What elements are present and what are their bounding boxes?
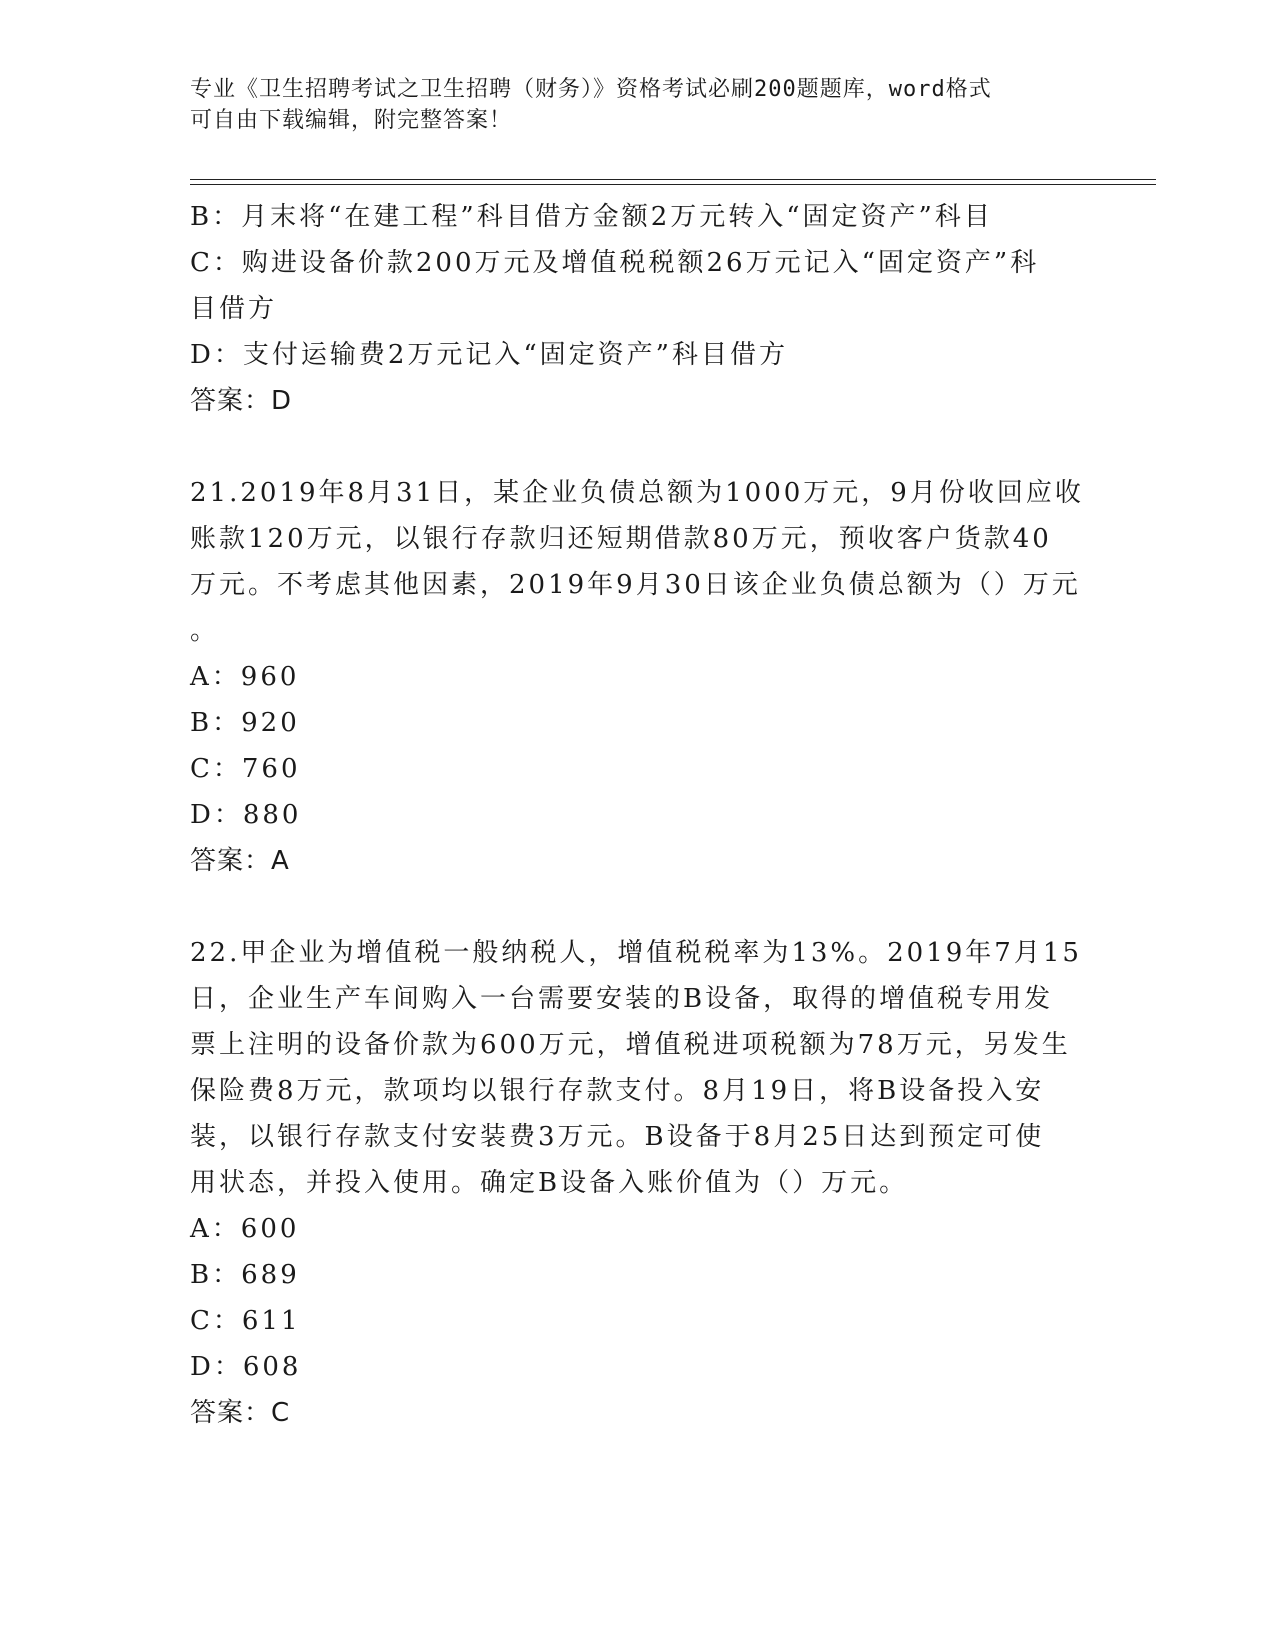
option-c: C：611 bbox=[190, 1306, 301, 1336]
question-text-line: 万元。不考虑其他因素，2019年9月30日该企业负债总额为（）万元 bbox=[190, 570, 1081, 600]
option-line: C：购进设备价款200万元及增值税税额26万元记入“固定资产”科 bbox=[190, 248, 1040, 278]
option-b: B：689 bbox=[190, 1260, 300, 1290]
document-body bbox=[190, 194, 1090, 1436]
question-text-line: 。 bbox=[190, 616, 220, 646]
option-a: A：960 bbox=[190, 662, 300, 692]
header-line-1: 专业《卫生招聘考试之卫生招聘（财务）》资格考试必刷200题题库，word格式 bbox=[190, 77, 992, 102]
option-line: B：月末将“在建工程”科目借方金额2万元转入“固定资产”科目 bbox=[190, 202, 993, 232]
question-text-line: 日，企业生产车间购入一台需要安装的B设备，取得的增值税专用发 bbox=[190, 984, 1054, 1014]
question-22 bbox=[190, 930, 1090, 1436]
question-text-line: 账款120万元，以银行存款归还短期借款80万元，预收客户货款40 bbox=[190, 524, 1052, 554]
spacer bbox=[190, 884, 1090, 930]
option-a: A：600 bbox=[190, 1214, 300, 1244]
header-divider-bottom bbox=[190, 184, 1156, 185]
header-divider-top bbox=[190, 179, 1156, 180]
document-header bbox=[190, 74, 1070, 136]
answer-line: 答案：A bbox=[190, 846, 290, 876]
option-d: D：608 bbox=[190, 1352, 302, 1382]
option-line: 目借方 bbox=[190, 294, 278, 324]
question-text-line: 装，以银行存款支付安装费3万元。B设备于8月25日达到预定可使 bbox=[190, 1122, 1045, 1152]
header-line-2: 可自由下载编辑，附完整答案！ bbox=[190, 108, 513, 133]
question-text-line: 票上注明的设备价款为600万元，增值税进项税额为78万元，另发生 bbox=[190, 1030, 1071, 1060]
option-d: D：880 bbox=[190, 800, 302, 830]
question-text-line: 用状态，并投入使用。确定B设备入账价值为（）万元。 bbox=[190, 1168, 909, 1198]
previous-question-block bbox=[190, 194, 1090, 424]
question-text-line: 保险费8万元，款项均以银行存款支付。8月19日，将B设备投入安 bbox=[190, 1076, 1045, 1106]
option-c: C：760 bbox=[190, 754, 301, 784]
question-text-line: 21.2019年8月31日，某企业负债总额为1000万元，9月份收回应收 bbox=[190, 478, 1084, 508]
spacer bbox=[190, 424, 1090, 470]
question-text-line: 22.甲企业为增值税一般纳税人，增值税税率为13%。2019年7月15 bbox=[190, 938, 1082, 968]
option-b: B：920 bbox=[190, 708, 300, 738]
question-21 bbox=[190, 470, 1090, 884]
option-line: D：支付运输费2万元记入“固定资产”科目借方 bbox=[190, 340, 788, 370]
answer-line: 答案：C bbox=[190, 1398, 291, 1428]
answer-line: 答案：D bbox=[190, 386, 293, 416]
